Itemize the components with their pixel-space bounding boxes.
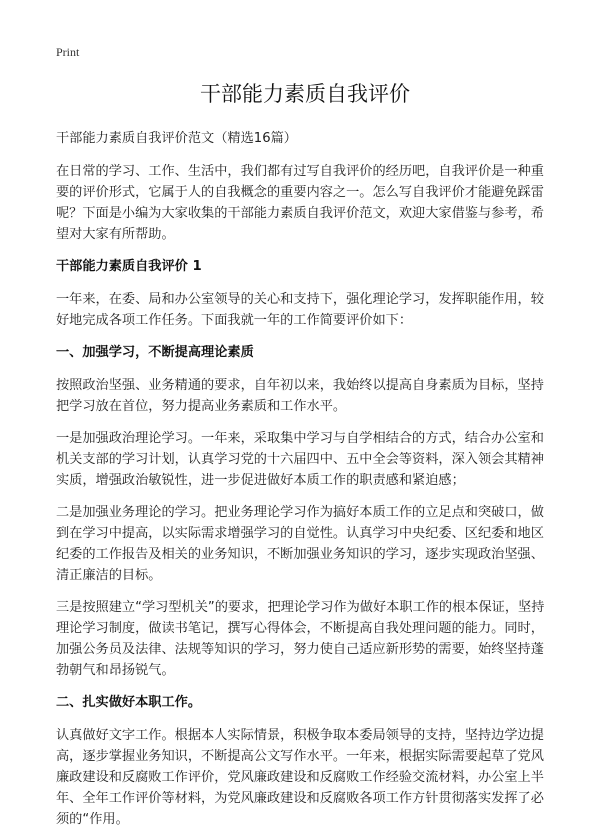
paragraph-study-3: 二是加强业务理论的学习。把业务理论学习作为搞好本质工作的立足点和突破口，做到在学习中提高，以实际需求增强学习的自觉性。认真学习中央纪委、区纪委和地区纪委的工作报告及相关的业务知识，不断加强业务知识的学习，逐步实现政治坚强、清正廉洁的目标。 (56, 505, 544, 583)
document-subtitle: 干部能力素质自我评价范文（精选16篇） (56, 131, 297, 146)
intro-paragraph: 在日常的学习、工作、生活中，我们都有过写自我评价的经历吧，自我评价是一种重要的评价形式，它属于人的自我概念的重要内容之一。怎么写自我评价才能避免踩雷呢？下面是小编为大家收集的干部能力素质自我评价范文，欢迎大家借鉴与参考，希望对大家有所帮助。 (56, 164, 544, 242)
subheading-study: 一、加强学习，不断提高理论素质 (56, 345, 254, 360)
print-label: Print (56, 45, 80, 59)
page-title: 干部能力素质自我评价 (200, 82, 410, 106)
paragraph-work-1: 认真做好文字工作。根据本人实际情景，积极争取本委局领导的支持，坚持边学边提高，逐步掌握业务知识，不断提高公文写作水平。一年来，根据实际需要起草了党风廉政建设和反腐败工作评价，党风廉政建设和反腐败工作经验交流材料，办公室上半年、全年工作评价等材料，为党风廉政建设和反腐败各项工作方针贯彻落实发挥了必须的“作用。 (56, 728, 544, 827)
paragraph-study-2: 一是加强政治理论学习。一年来，采取集中学习与自学相结合的方式，结合办公室和机关支部的学习计划，认真学习党的十六届四中、五中全会等资料，深入领会其精神实质，增强政治敏锐性，进一步促进做好本质工作的职责感和紧迫感； (56, 431, 544, 488)
paragraph-study-4: 三是按照建立“学习型机关”的要求，把理论学习作为做好本职工作的根本保证，坚持理论学习制度，做读书笔记，撰写心得体会，不断提高自我处理问题的能力。同时，加强公务员及法律、法规等知识的学习，努力使自己适应新形势的需要，始终坚持蓬勃朝气和昂扬锐气。 (56, 600, 545, 678)
paragraph-study-1: 按照政治坚强、业务精通的要求，自年初以来，我始终以提高自身素质为目标，坚持把学习放在首位，努力提高业务素质和工作水平。 (56, 378, 544, 414)
section-heading-1: 干部能力素质自我评价 1 (56, 259, 202, 274)
section-intro-paragraph: 一年来，在委、局和办公室领导的关心和支持下，强化理论学习，发挥职能作用，较好地完成各项工作任务。下面我就一年的工作简要评价如下： (56, 292, 544, 328)
subheading-work: 二、扎实做好本职工作。 (56, 695, 202, 710)
